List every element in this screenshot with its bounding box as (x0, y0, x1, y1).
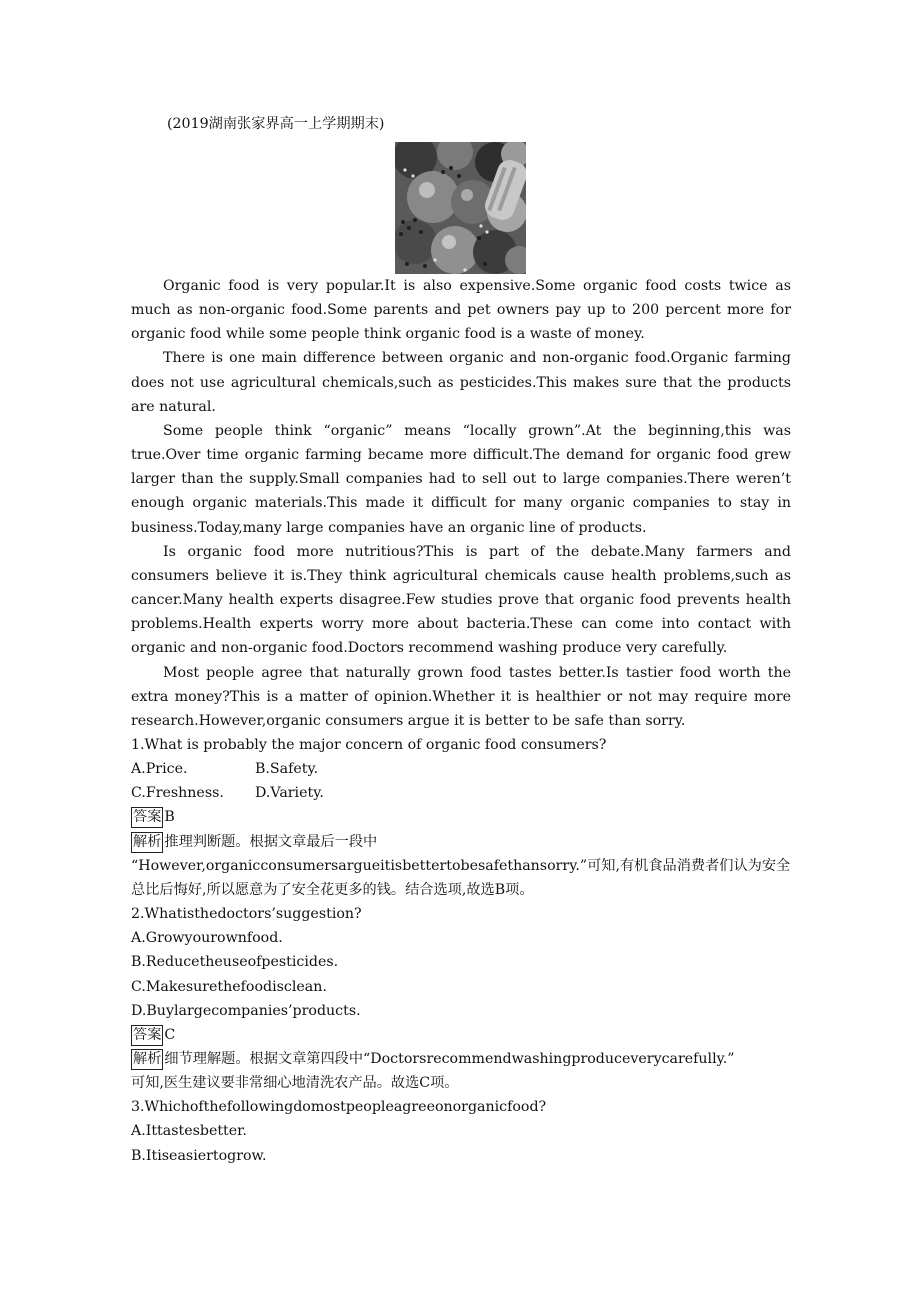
question-2-analysis-cont: 可知,医生建议要非常细心地清洗农产品。故选C项。 (131, 1075, 459, 1092)
question-1-answer-value: B (164, 809, 175, 826)
analysis-tag: 解析 (131, 1049, 163, 1070)
vegetables-image-icon (395, 142, 526, 274)
question-1-option-d: D.Variety. (255, 785, 324, 802)
answer-tag: 答案 (131, 807, 163, 828)
question-1-analysis-cont: “However,organicconsumersargueitisbettertobesafethansorry.”可知,有机食品消费者们认为安全总比后悔好,所以愿意为了安全花更多的钱。结合选项,故选B项。 (131, 857, 791, 898)
source-note: (2019湖南张家界高一上学期期末) (167, 116, 385, 132)
vegetables-photo (395, 142, 526, 274)
passage-paragraph-3: Some people think “organic” means “locally grown”.At the beginning,this was true.Over time organic farming became more difficult.The demand for organic food grew larger than the supply.Small companies had to sell out to large companies.There weren’t enough organic materials.This made it difficult for many organic companies to stay in business.Today,many large companies have an organic line of products. (131, 422, 791, 536)
passage-paragraph-1: Organic food is very popular.It is also expensive.Some organic food costs twice as much as non-organic food.Some parents and pet owners pay up to 200 percent more for organic food while some people think organic food is a waste of money. (131, 278, 791, 343)
question-2-option-a: A.Growyourownfood. (131, 930, 283, 947)
question-2-answer-value: C (164, 1026, 176, 1043)
passage-paragraph-5: Most people agree that naturally grown food tastes better.Is tastier food worth the extra money?This is a matter of opinion.Whether it is healthier or not may require more research.However,organic consumers argue it is better to be safe than sorry. (131, 664, 791, 729)
question-2-stem: 2.Whatisthedoctors’suggestion? (131, 906, 362, 923)
question-2-analysis (131, 1047, 791, 1071)
question-2-option-b: B.Reducetheuseofpesticides. (131, 954, 339, 971)
question-2-analysis-line-1: 细节理解题。根据文章第四段中“Doctorsrecommendwashingproduceverycarefully.” (164, 1051, 735, 1067)
question-2-option-d: D.Buylargecompanies’products. (131, 1002, 361, 1019)
document-page (131, 112, 791, 1168)
analysis-tag: 解析 (131, 832, 163, 853)
question-2-option-c: C.Makesurethefoodisclean. (131, 978, 327, 995)
question-1-option-a: A.Price. (131, 761, 188, 778)
question-3-stem: 3.Whichofthefollowingdomostpeopleagreeonorganicfood? (131, 1099, 547, 1116)
question-1-stem: 1.What is probably the major concern of organic food consumers? (131, 736, 607, 753)
question-1-answer (131, 805, 791, 829)
question-1-option-b: B.Safety. (255, 761, 319, 778)
question-3-option-a: A.Ittastesbetter. (131, 1123, 247, 1140)
passage-paragraph-4: Is organic food more nutritious?This is part of the debate.Many farmers and consumers believe it is.They think agricultural chemicals cause health problems,such as cancer.Many health experts disagree.Few studies prove that organic food prevents health problems.Health experts worry more about bacteria.These can come into contact with organic and non-organic food.Doctors recommend washing produce very carefully. (131, 543, 791, 657)
question-3-option-b: B.Itiseasiertogrow. (131, 1147, 267, 1164)
question-1-options-row-1 (131, 757, 791, 781)
question-1-options-row-2 (131, 781, 791, 805)
question-1-option-c: C.Freshness. (131, 785, 224, 802)
answer-tag: 答案 (131, 1025, 163, 1046)
question-1-analysis (131, 830, 791, 854)
question-1-analysis-line-1: 推理判断题。根据文章最后一段中 (164, 833, 378, 850)
question-2-answer (131, 1023, 791, 1047)
passage-paragraph-2: There is one main difference between organic and non-organic food.Organic farming does not use agricultural chemicals,such as pesticides.This makes sure that the products are natural. (131, 350, 791, 415)
